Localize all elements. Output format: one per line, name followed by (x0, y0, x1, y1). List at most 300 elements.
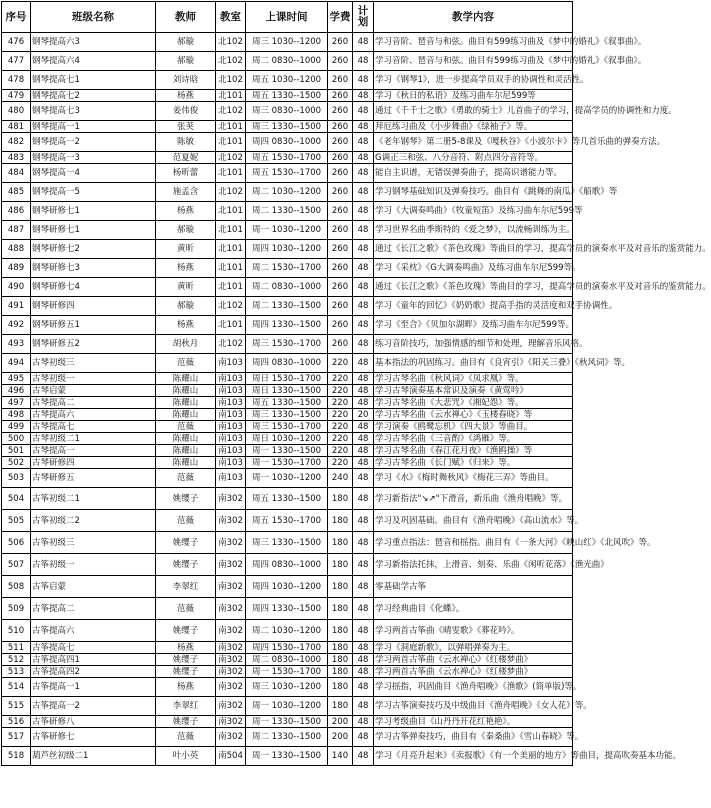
teacher-name: 姚缨子 (156, 488, 216, 510)
room: 南302 (216, 488, 246, 510)
fee: 220 (328, 397, 353, 409)
class-time: 周三 1030--1200 (246, 678, 328, 697)
teaching-content: 学习《月亮升起来》《卖报歌》《有一个美丽的地方》等曲目，提高吹奏基本功能。 (374, 747, 573, 766)
class-name: 钢琴提高一4 (31, 164, 156, 183)
row-number: 505 (2, 510, 31, 532)
fee: 180 (328, 620, 353, 642)
row-number: 493 (2, 335, 31, 354)
table-header-row (2, 2, 573, 33)
class-time: 周一 1030--1200 (246, 221, 328, 240)
teaching-content: 学习演奏《鸥鹭忘机》《四大景》等曲目。 (374, 421, 573, 433)
planned-hours: 48 (353, 102, 374, 121)
fee: 180 (328, 697, 353, 716)
row-number: 481 (2, 121, 31, 133)
row-number: 486 (2, 202, 31, 221)
teaching-content: 学习经典曲目《化蝶》。 (374, 598, 573, 620)
table-row (2, 747, 573, 766)
table-row (2, 532, 573, 554)
class-name: 钢琴研修五1 (31, 316, 156, 335)
teacher-name: 范薇 (156, 510, 216, 532)
teaching-content: 学习古琴名曲《春江花月夜》《渔鸥操》等 (374, 445, 573, 457)
teacher-name: 陈耀山 (156, 397, 216, 409)
teacher-name: 郝璇 (156, 33, 216, 52)
teaching-content: 通过《千千士之歌》《勇敢的骑士》儿首曲子的学习，提高学员的协调性和力度。 (374, 102, 573, 121)
teaching-content: G调正三和弦、八分音符、附点四分音符等。 (374, 152, 573, 164)
class-time: 周日 1330--1500 (246, 385, 328, 397)
teacher-name: 杨燕 (156, 90, 216, 102)
planned-hours: 48 (353, 152, 374, 164)
room: 北102 (216, 52, 246, 71)
table-row (2, 728, 573, 747)
fee: 140 (328, 747, 353, 766)
planned-hours: 48 (353, 728, 374, 747)
room: 南504 (216, 747, 246, 766)
fee: 180 (328, 598, 353, 620)
room: 南103 (216, 457, 246, 469)
teacher-name: 郝璇 (156, 297, 216, 316)
row-number: 495 (2, 373, 31, 385)
planned-hours: 48 (353, 532, 374, 554)
class-time: 周三 1030--1200 (246, 33, 328, 52)
fee: 260 (328, 297, 353, 316)
table-row (2, 202, 573, 221)
header-fee: 学费 (328, 2, 353, 33)
teaching-content: 学习钢琴基础知识及弹奏技巧。曲目有《跳舞的南瓜》《船歌》等 (374, 183, 573, 202)
table-row (2, 488, 573, 510)
teaching-content: 学习《钢琴1》，进一步提高学员双手的协调性和灵活性。 (374, 71, 573, 90)
fee: 220 (328, 373, 353, 385)
table-row (2, 445, 573, 457)
header-teacher: 教师 (156, 2, 216, 33)
class-name: 古筝初级一 (31, 554, 156, 576)
header-room: 教室 (216, 2, 246, 33)
planned-hours: 48 (353, 457, 374, 469)
teaching-content: 练习音阶技巧，加强情感的细节和处理，理解音乐风格。 (374, 335, 573, 354)
planned-hours: 48 (353, 202, 374, 221)
room: 北101 (216, 133, 246, 152)
room: 南302 (216, 697, 246, 716)
row-number: 513 (2, 666, 31, 678)
planned-hours: 48 (353, 33, 374, 52)
teacher-name: 姚缨子 (156, 532, 216, 554)
class-name: 钢琴研修四 (31, 297, 156, 316)
room: 南302 (216, 728, 246, 747)
class-name: 古琴提高二 (31, 397, 156, 409)
class-time: 周三 1530--1700 (246, 421, 328, 433)
table-row (2, 102, 573, 121)
row-number: 498 (2, 409, 31, 421)
teaching-content: 学习《至合》《贝加尔湖畔》及练习曲车尔尼599等。 (374, 316, 573, 335)
room: 北101 (216, 316, 246, 335)
teacher-name: 杨昕蕾 (156, 164, 216, 183)
row-number: 477 (2, 52, 31, 71)
teaching-content: 学习《大调奏鸣曲》《牧童短笛》及练习曲车尔尼599等 (374, 202, 573, 221)
class-name: 古琴提高一 (31, 445, 156, 457)
teacher-name: 杨燕 (156, 316, 216, 335)
planned-hours: 48 (353, 71, 374, 90)
table-row (2, 316, 573, 335)
class-name: 钢琴研修七1 (31, 202, 156, 221)
room: 南103 (216, 433, 246, 445)
planned-hours: 48 (353, 373, 374, 385)
class-time: 周一 1530--1700 (246, 666, 328, 678)
class-time: 周四 0830--1000 (246, 133, 328, 152)
row-number: 480 (2, 102, 31, 121)
teacher-name: 姚缨子 (156, 654, 216, 666)
teaching-content: 学习新指法"↘↗"下滑音，新乐曲《渔舟唱晚》等。 (374, 488, 573, 510)
planned-hours: 48 (353, 183, 374, 202)
fee: 260 (328, 90, 353, 102)
room: 南302 (216, 666, 246, 678)
planned-hours: 20 (353, 409, 374, 421)
room: 北101 (216, 164, 246, 183)
room: 南103 (216, 385, 246, 397)
row-number: 488 (2, 240, 31, 259)
room: 南103 (216, 373, 246, 385)
teacher-name: 范薇 (156, 421, 216, 433)
class-time: 周五 1530--1700 (246, 152, 328, 164)
table-row (2, 164, 573, 183)
teaching-content: 学习古琴名曲《秋风词》《凤求凰》等。 (374, 373, 573, 385)
row-number: 490 (2, 278, 31, 297)
teaching-content: 学习两首古筝曲《云水禅心》《红楼梦曲》 (374, 654, 573, 666)
row-number: 504 (2, 488, 31, 510)
class-name: 钢琴提高七1 (31, 71, 156, 90)
table-row (2, 385, 573, 397)
teacher-name: 范薇 (156, 469, 216, 488)
table-row (2, 373, 573, 385)
teacher-name: 杨燕 (156, 642, 216, 654)
teacher-name: 李翠红 (156, 576, 216, 598)
teacher-name: 黄昕 (156, 278, 216, 297)
table-row (2, 121, 573, 133)
table-row (2, 335, 573, 354)
fee: 220 (328, 457, 353, 469)
table-row (2, 409, 573, 421)
teaching-content: 学习摇指，巩固曲目《渔舟唱晚》《渔歌》(简单版)等。 (374, 678, 573, 697)
class-time: 周五 1330--1500 (246, 397, 328, 409)
planned-hours: 48 (353, 133, 374, 152)
table-row (2, 576, 573, 598)
planned-hours: 48 (353, 164, 374, 183)
planned-hours: 48 (353, 335, 374, 354)
teaching-content: 学习考级曲目《山丹丹开花红艳艳》。 (374, 716, 573, 728)
teacher-name: 范薇 (156, 728, 216, 747)
teacher-name: 姚缨子 (156, 554, 216, 576)
teaching-content: 学习古筝弹奏技巧，曲目有《秦桑曲》《雪山春晓》等。 (374, 728, 573, 747)
table-row (2, 397, 573, 409)
room: 北102 (216, 71, 246, 90)
class-name: 古琴初级三 (31, 354, 156, 373)
class-time: 周一 1330--1500 (246, 716, 328, 728)
class-time: 周一 1330--1500 (246, 747, 328, 766)
table-row (2, 259, 573, 278)
planned-hours: 48 (353, 278, 374, 297)
fee: 220 (328, 445, 353, 457)
header-time: 上课时间 (246, 2, 328, 33)
table-row (2, 90, 573, 102)
room: 北101 (216, 90, 246, 102)
class-name: 古琴初级二1 (31, 433, 156, 445)
class-name: 古筝提高六 (31, 620, 156, 642)
fee: 220 (328, 433, 353, 445)
table-row (2, 221, 573, 240)
row-number: 476 (2, 33, 31, 52)
teaching-content: 学习新指法托抹，上滑音、刻奏、乐曲《闲听花落》《渔光曲》 (374, 554, 573, 576)
table-row (2, 52, 573, 71)
table-row (2, 642, 573, 654)
teacher-name: 陈耀山 (156, 457, 216, 469)
planned-hours: 48 (353, 654, 374, 666)
planned-hours: 48 (353, 259, 374, 278)
planned-hours: 48 (353, 316, 374, 335)
class-name: 钢琴提高七3 (31, 102, 156, 121)
fee: 260 (328, 52, 353, 71)
class-time: 周二 1030--1200 (246, 183, 328, 202)
planned-hours: 48 (353, 121, 374, 133)
class-time: 周四 1030--1200 (246, 240, 328, 259)
planned-hours: 48 (353, 598, 374, 620)
table-row (2, 278, 573, 297)
teacher-name: 施孟含 (156, 183, 216, 202)
fee: 260 (328, 183, 353, 202)
header-class-name: 班级名称 (31, 2, 156, 33)
room: 北101 (216, 221, 246, 240)
row-number: 489 (2, 259, 31, 278)
fee: 260 (328, 240, 353, 259)
room: 南302 (216, 510, 246, 532)
row-number: 492 (2, 316, 31, 335)
teaching-content: 学习《水》《梅时舞秋风》《梅花三弄》等曲目。 (374, 469, 573, 488)
class-time: 周二 1330--1500 (246, 728, 328, 747)
row-number: 515 (2, 697, 31, 716)
class-time: 周五 1030--1200 (246, 71, 328, 90)
class-time: 周五 1530--1700 (246, 510, 328, 532)
row-number: 509 (2, 598, 31, 620)
planned-hours: 48 (353, 221, 374, 240)
teacher-name: 叶小英 (156, 747, 216, 766)
class-time: 周一 1030--1200 (246, 469, 328, 488)
fee: 260 (328, 278, 353, 297)
planned-hours: 48 (353, 554, 374, 576)
class-name: 钢琴提高一2 (31, 133, 156, 152)
teacher-name: 陈敏 (156, 133, 216, 152)
fee: 220 (328, 354, 353, 373)
table-row (2, 152, 573, 164)
teacher-name: 范薇 (156, 598, 216, 620)
fee: 260 (328, 335, 353, 354)
room: 南302 (216, 532, 246, 554)
teacher-name: 陈耀山 (156, 373, 216, 385)
teaching-content: 零基础学古筝 (374, 576, 573, 598)
teacher-name: 姚缨子 (156, 716, 216, 728)
fee: 220 (328, 409, 353, 421)
class-time: 周日 1530--1700 (246, 373, 328, 385)
row-number: 483 (2, 152, 31, 164)
class-name: 古琴初级一 (31, 373, 156, 385)
fee: 180 (328, 554, 353, 576)
room: 南302 (216, 716, 246, 728)
header-no: 序号 (2, 2, 31, 33)
table-row (2, 697, 573, 716)
class-name: 古筝初级二2 (31, 510, 156, 532)
fee: 180 (328, 678, 353, 697)
row-number: 500 (2, 433, 31, 445)
room: 南302 (216, 554, 246, 576)
class-time: 周四 1030--1200 (246, 576, 328, 598)
fee: 180 (328, 510, 353, 532)
room: 北102 (216, 102, 246, 121)
planned-hours: 48 (353, 488, 374, 510)
row-number: 497 (2, 397, 31, 409)
class-name: 钢琴研修七4 (31, 278, 156, 297)
planned-hours: 48 (353, 297, 374, 316)
class-time: 周二 0830--1000 (246, 52, 328, 71)
fee: 260 (328, 202, 353, 221)
teacher-name: 郝璇 (156, 221, 216, 240)
table-row (2, 240, 573, 259)
class-time: 周五 1530--1700 (246, 164, 328, 183)
teaching-content: 通过《长江之歌》《茶色玫瑰》等曲目的学习，提高学员的演奏水平及对音乐的鉴赏能力。 (374, 240, 573, 259)
planned-hours: 48 (353, 576, 374, 598)
class-time: 周二 0830--1000 (246, 654, 328, 666)
class-time: 周五 1330--1500 (246, 488, 328, 510)
header-hours: 计划 (353, 2, 374, 33)
row-number: 491 (2, 297, 31, 316)
teaching-content: 《老年钢琴》第二册5-8课及《嘎秋谷》《小波尔卡》等几首乐曲的弹奏方法。 (374, 133, 573, 152)
teaching-content: 学习重点指法：琶音和摇指。曲目有《一条大河》《映山红》《北风吹》等。 (374, 532, 573, 554)
class-name: 古筝提高一2 (31, 697, 156, 716)
teacher-name: 陈耀山 (156, 445, 216, 457)
header-content: 教学内容 (374, 2, 573, 33)
class-time: 周四 0830--1000 (246, 354, 328, 373)
teacher-name: 范夏妮 (156, 152, 216, 164)
class-time: 周日 1030--1200 (246, 433, 328, 445)
class-name: 古筝提高二 (31, 598, 156, 620)
row-number: 512 (2, 654, 31, 666)
fee: 180 (328, 576, 353, 598)
room: 北101 (216, 259, 246, 278)
table-row (2, 297, 573, 316)
row-number: 479 (2, 90, 31, 102)
fee: 260 (328, 164, 353, 183)
class-time: 周四 1330--1500 (246, 316, 328, 335)
room: 南103 (216, 445, 246, 457)
class-name: 古筝提高四1 (31, 654, 156, 666)
class-time: 周一 1030--1200 (246, 697, 328, 716)
table-row (2, 716, 573, 728)
teacher-name: 刘诗晗 (156, 71, 216, 90)
room: 南103 (216, 469, 246, 488)
row-number: 503 (2, 469, 31, 488)
teacher-name: 陈耀山 (156, 385, 216, 397)
row-number: 511 (2, 642, 31, 654)
class-name: 钢琴提高一3 (31, 152, 156, 164)
table-row (2, 654, 573, 666)
table-row (2, 71, 573, 90)
schedule-table (1, 1, 711, 766)
fee: 220 (328, 421, 353, 433)
teacher-name: 姚缨子 (156, 620, 216, 642)
table-row (2, 354, 573, 373)
fee: 180 (328, 532, 353, 554)
fee: 200 (328, 716, 353, 728)
teacher-name: 杨燕 (156, 202, 216, 221)
table-row (2, 678, 573, 697)
row-number: 510 (2, 620, 31, 642)
planned-hours: 48 (353, 678, 374, 697)
teaching-content: 拜厄练习曲及《小步舞曲》《绿袖子》等。 (374, 121, 573, 133)
fee: 200 (328, 728, 353, 747)
fee: 260 (328, 221, 353, 240)
row-number: 499 (2, 421, 31, 433)
row-number: 501 (2, 445, 31, 457)
table-row (2, 510, 573, 532)
teaching-content: 学习音阶、琶音与和弦。曲目有599练习曲及《梦中的婚礼》《叙事曲》。 (374, 33, 573, 52)
teaching-content: 学习音阶、琶音与和弦。曲目有599练习曲及《梦中的婚礼》《叙事曲》。 (374, 52, 573, 71)
row-number: 508 (2, 576, 31, 598)
teacher-name: 姚缨子 (156, 666, 216, 678)
class-time: 周二 1530--1700 (246, 259, 328, 278)
fee: 180 (328, 654, 353, 666)
fee: 180 (328, 488, 353, 510)
room: 北102 (216, 297, 246, 316)
planned-hours: 48 (353, 397, 374, 409)
teaching-content: 学习古琴名曲《长门赋》《归来》等。 (374, 457, 573, 469)
class-name: 古筝提高一1 (31, 678, 156, 697)
class-time: 周三 1330--1500 (246, 121, 328, 133)
row-number: 496 (2, 385, 31, 397)
room: 北102 (216, 335, 246, 354)
row-number: 514 (2, 678, 31, 697)
fee: 180 (328, 642, 353, 654)
planned-hours: 48 (353, 666, 374, 678)
room: 南302 (216, 576, 246, 598)
teaching-content: 学习两首古筝曲《晴雯歌》《葬花吟》。 (374, 620, 573, 642)
table-row (2, 598, 573, 620)
class-name: 古筝研修八 (31, 716, 156, 728)
teaching-content: 学习《洞庭新歌》，以弹唱弹奏为主。 (374, 642, 573, 654)
planned-hours: 48 (353, 52, 374, 71)
planned-hours: 48 (353, 433, 374, 445)
teaching-content: 学习古琴名曲《大悲咒》《湘妃怨》等。 (374, 397, 573, 409)
teaching-content: 学习及巩固基础。曲目有《渔舟唱晚》《高山流水》等。 (374, 510, 573, 532)
fee: 260 (328, 71, 353, 90)
class-name: 古筝提高四2 (31, 666, 156, 678)
planned-hours: 48 (353, 697, 374, 716)
room: 北101 (216, 240, 246, 259)
class-name: 古琴提高六 (31, 409, 156, 421)
class-name: 钢琴研修七2 (31, 240, 156, 259)
row-number: 484 (2, 164, 31, 183)
class-time: 周二 1030--1200 (246, 620, 328, 642)
class-name: 钢琴提高一5 (31, 183, 156, 202)
teaching-content: 学习古琴名曲《三音酌》《鸿雁》等。 (374, 433, 573, 445)
class-name: 古琴启蒙 (31, 385, 156, 397)
teacher-name: 姜伟俊 (156, 102, 216, 121)
fee: 240 (328, 469, 353, 488)
row-number: 517 (2, 728, 31, 747)
teaching-content: 通过《长江之歌》《茶色玫瑰》等曲目的学习，提高学员的演奏水平及对音乐的鉴赏能力。 (374, 278, 573, 297)
table-row (2, 33, 573, 52)
row-number: 487 (2, 221, 31, 240)
row-number: 507 (2, 554, 31, 576)
planned-hours: 48 (353, 354, 374, 373)
room: 北102 (216, 183, 246, 202)
class-name: 钢琴提高六3 (31, 33, 156, 52)
class-time: 周四 1330--1500 (246, 598, 328, 620)
room: 南103 (216, 354, 246, 373)
